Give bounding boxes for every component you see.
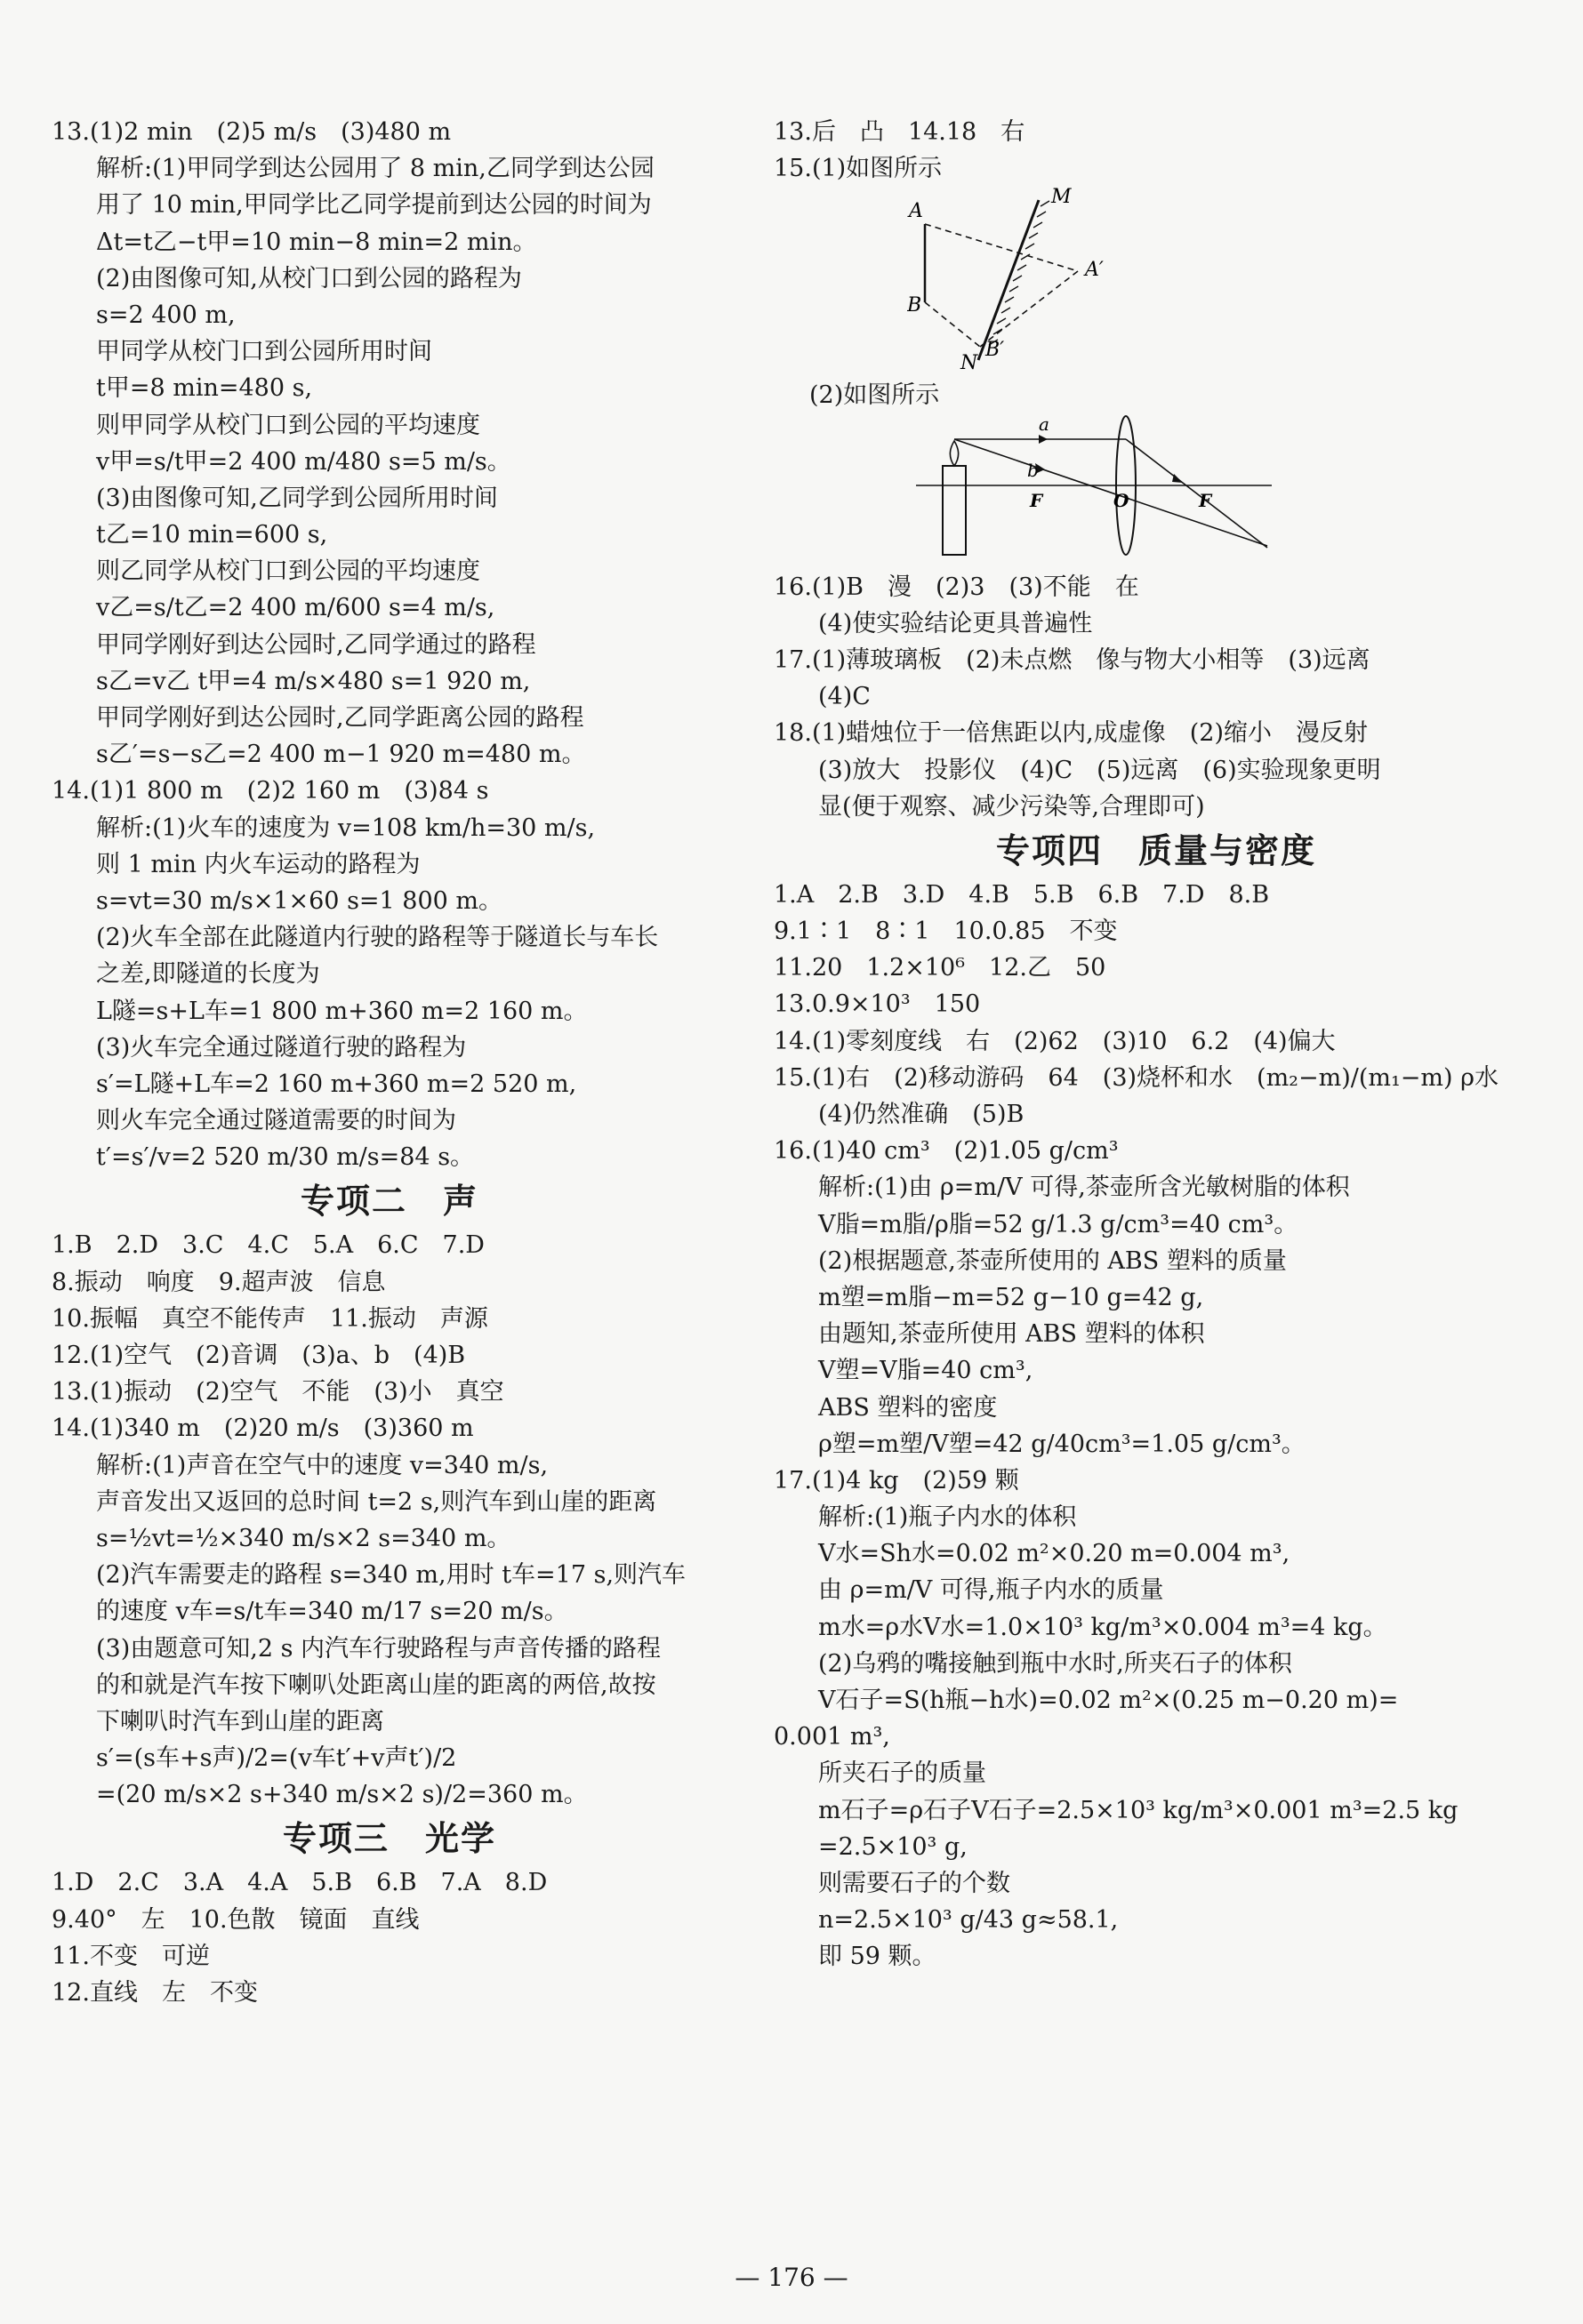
text-line: 解析:(1)由 ρ=m/V 可得,茶壶所含光敏树脂的体积	[818, 1174, 1350, 1202]
plane-mirror-diagram	[907, 187, 1539, 377]
text-line: 解析:(1)火车的速度为 v=108 km/h=30 m/s,	[96, 813, 596, 842]
text-line: 12.(1)空气 (2)音调 (3)a、b (4)B	[52, 1342, 466, 1369]
text-line: 9.40° 左 10.色散 镜面 直线	[52, 1905, 420, 1934]
text-line: 即 59 颗。	[818, 1943, 936, 1971]
text-line: V水=Sh水=0.02 m²×0.20 m=0.004 m³,	[818, 1540, 1290, 1568]
text-line: 甲同学刚好到达公园时,乙同学通过的路程	[96, 630, 536, 659]
mirror-line	[978, 200, 1039, 360]
text-line: 17.(1)4 kg (2)59 颗	[774, 1466, 1019, 1495]
text-line: 则火车完全通过隧道需要的时间为	[96, 1107, 456, 1135]
candle	[943, 466, 966, 555]
text-line: (3)由题意可知,2 s 内汽车行驶路程与声音传播的路程	[96, 1634, 662, 1663]
text-line: 则需要石子的个数	[818, 1869, 1010, 1897]
text-line: (2)乌鸦的嘴接触到瓶中水时,所夹石子的体积	[818, 1649, 1292, 1678]
A-to-Aprime-dashed	[925, 224, 1078, 271]
text-line: 显(便于观察、减少污染等,合理即可)	[818, 792, 1205, 821]
text-line: (2)汽车需要走的路程 s=340 m,用时 t车=17 s,则汽车	[96, 1561, 687, 1590]
left-answers-mechanics	[52, 114, 727, 1175]
text-line: Δt=t乙−t甲=10 min−8 min=2 min。	[96, 228, 537, 256]
text-line: 之差,即隧道的长度为	[96, 960, 320, 989]
label-B-prime: B′	[985, 339, 1005, 362]
text-line: 12.直线 左 不变	[52, 1979, 258, 2007]
text-line: V塑=V脂=40 cm³,	[818, 1357, 1033, 1385]
text-line: s=vt=30 m/s×1×60 s=1 800 m。	[96, 886, 503, 915]
text-line: 解析:(1)瓶子内水的体积	[818, 1503, 1077, 1532]
text-line: 17.(1)薄玻璃板 (2)未点燃 像与物大小相等 (3)远离	[774, 645, 1370, 674]
label-A-prime: A′	[1085, 259, 1104, 282]
text-line: 16.(1)B 漫 (2)3 (3)不能 在	[774, 573, 1139, 601]
text-line: (3)放大 投影仪 (4)C (5)远离 (6)实验现象更明	[818, 756, 1381, 784]
plane-mirror-figure	[907, 187, 1138, 373]
text-line: (3)火车完全通过隧道行驶的路程为	[96, 1033, 467, 1062]
label-B: B	[907, 294, 922, 317]
label-M: M	[1051, 187, 1072, 209]
text-line: 13.(1)2 min (2)5 m/s (3)480 m	[52, 118, 452, 146]
label-optical-center: O	[1113, 489, 1129, 511]
text-line: v甲=s/t甲=2 400 m/480 s=5 m/s。	[96, 447, 511, 476]
text-line: s=2 400 m,	[96, 301, 236, 329]
text-line: 14.(1)零刻度线 右 (2)62 (3)10 6.2 (4)偏大	[774, 1027, 1336, 1055]
text-line: 1.D 2.C 3.A 4.A 5.B 6.B 7.A 8.D	[52, 1869, 548, 1897]
text-line: m水=ρ水V水=1.0×10³ kg/m³×0.004 m³=4 kg。	[818, 1613, 1387, 1641]
text-line: 10.振幅 真空不能传声 11.振动 声源	[52, 1304, 488, 1333]
text-line: 的速度 v车=s/t车=340 m/17 s=20 m/s。	[96, 1598, 568, 1626]
arrow-a-refracted	[1172, 474, 1183, 483]
text-line: L隧=s+L车=1 800 m+360 m=2 160 m。	[96, 997, 588, 1025]
text-line: 16.(1)40 cm³ (2)1.05 g/cm³	[774, 1137, 1119, 1166]
text-line: 13.0.9×10³ 150	[774, 990, 981, 1019]
text-line: 8.振动 响度 9.超声波 信息	[52, 1268, 386, 1296]
text-line: 14.(1)1 800 m (2)2 160 m (3)84 s	[52, 777, 489, 805]
text-line: 甲同学刚好到达公园时,乙同学距离公园的路程	[96, 704, 584, 732]
text-line: 解析:(1)甲同学到达公园用了 8 min,乙同学到达公园	[96, 155, 655, 183]
text-line: 9.1∶1 8∶1 10.0.85 不变	[774, 918, 1118, 946]
text-line: 声音发出又返回的总时间 t=2 s,则汽车到山崖的距离	[96, 1487, 657, 1516]
text-line: 解析:(1)声音在空气中的速度 v=340 m/s,	[96, 1451, 549, 1479]
text-line: 由 ρ=m/V 可得,瓶子内水的质量	[818, 1576, 1164, 1605]
text-line: 13.(1)振动 (2)空气 不能 (3)小 真空	[52, 1378, 504, 1406]
right-answers-optics-2	[774, 569, 1539, 825]
text-line: (4)C	[818, 683, 871, 711]
text-line: n=2.5×10³ g/43 g≈58.1,	[818, 1906, 1119, 1935]
section-heading-optics: 专项三 光学	[282, 1819, 496, 1859]
text-line: s′=L隧+L车=2 160 m+360 m=2 520 m,	[96, 1070, 577, 1098]
section-heading-sound: 专项二 声	[300, 1182, 478, 1222]
section-heading-mass-density: 专项四 质量与密度	[995, 830, 1316, 870]
text-line: s=½vt=½×340 m/s×2 s=340 m。	[96, 1524, 511, 1552]
text-line: 的和就是汽车按下喇叭处距离山崖的距离的两倍,故按	[96, 1671, 656, 1699]
text-line: 13.后 凸 14.18 右	[774, 118, 1025, 146]
right-answers-mass-density	[774, 877, 1539, 1975]
text-line: m石子=ρ石子V石子=2.5×10³ kg/m³×0.001 m³=2.5 kg	[818, 1796, 1458, 1824]
label-focus-left: F	[1030, 489, 1043, 511]
text-line: 1.A 2.B 3.D 4.B 5.B 6.B 7.D 8.B	[774, 880, 1270, 909]
text-line: 则乙同学从校门口到公园的平均速度	[96, 557, 480, 586]
text-line: V脂=m脂/ρ脂=52 g/1.3 g/cm³=40 cm³。	[818, 1210, 1298, 1238]
text-line: (2)根据题意,茶壶所使用的 ABS 塑料的质量	[818, 1246, 1287, 1275]
convex-lens-figure	[916, 414, 1290, 565]
text-line: (2)如图所示	[809, 381, 940, 410]
text-line: s′=(s车+s声)/2=(v车t′+v声t′)/2	[96, 1744, 457, 1773]
text-line: (4)仍然准确 (5)B	[818, 1101, 1025, 1128]
text-line: 1.B 2.D 3.C 4.C 5.A 6.C 7.D	[52, 1231, 485, 1260]
text-line: =(20 m/s×2 s+340 m/s×2 s)/2=360 m。	[96, 1781, 588, 1809]
text-line: 下喇叭时汽车到山崖的距离	[96, 1707, 384, 1735]
text-line: s乙=v乙 t甲=4 m/s×480 s=1 920 m,	[96, 667, 531, 695]
text-line: 用了 10 min,甲同学比乙同学提前到达公园的时间为	[96, 191, 652, 220]
text-line: (3)由图像可知,乙同学到公园所用时间	[96, 484, 498, 512]
text-line: 所夹石子的质量	[818, 1759, 986, 1788]
left-column	[52, 114, 727, 2011]
text-line: (2)火车全部在此隧道内行驶的路程等于隧道长与车长	[96, 924, 659, 952]
text-line: t甲=8 min=480 s,	[96, 374, 313, 403]
text-line: (2)由图像可知,从校门口到公园的路程为	[96, 264, 522, 293]
text-line: 11.20 1.2×10⁶ 12.乙 50	[774, 954, 1106, 982]
text-line: ρ塑=m塑/V塑=42 g/40cm³=1.05 g/cm³。	[818, 1430, 1306, 1458]
image-ApBp-dashed	[980, 271, 1078, 347]
text-line: t′=s′/v=2 520 m/30 m/s=84 s。	[96, 1143, 475, 1172]
text-line: 则 1 min 内火车运动的路程为	[96, 850, 421, 878]
left-answers-optics	[52, 1864, 727, 2011]
text-line: 甲同学从校门口到公园所用时间	[96, 338, 432, 366]
text-line: m塑=m脂−m=52 g−10 g=42 g,	[818, 1283, 1204, 1311]
text-line: 15.(1)右 (2)移动游码 64 (3)烧杯和水 (m₂−m)/(m₁−m) ρ水	[774, 1063, 1499, 1092]
text-line: s乙′=s−s乙=2 400 m−1 920 m=480 m。	[96, 741, 586, 769]
B-to-Bprime-dashed	[925, 302, 980, 347]
label-A: A	[909, 200, 923, 223]
right-column	[774, 114, 1539, 1975]
arrow-a	[1039, 435, 1048, 444]
label-ray-a: a	[1039, 413, 1049, 435]
left-answers-sound	[52, 1227, 727, 1813]
ray-b	[954, 439, 1267, 546]
text-line: 由题知,茶壶所使用 ABS 塑料的体积	[818, 1320, 1205, 1349]
right-answers-optics	[774, 114, 1539, 187]
text-line: 0.001 m³,	[774, 1723, 890, 1751]
mirror-hatching	[989, 201, 1049, 345]
ray-a-refracted	[1126, 439, 1267, 548]
text-line: ABS 塑料的密度	[818, 1393, 998, 1422]
text-line: (4)使实验结论更具普遍性	[818, 609, 1093, 637]
text-line: =2.5×10³ g,	[818, 1832, 968, 1861]
text-line: t乙=10 min=600 s,	[96, 521, 328, 549]
text-line: 则甲同学从校门口到公园的平均速度	[96, 411, 480, 439]
candle-flame	[950, 441, 958, 466]
label-focus-right: F	[1199, 489, 1212, 511]
text-line: 11.不变 可逆	[52, 1942, 210, 1970]
text-line: 15.(1)如图所示	[774, 155, 943, 183]
text-line: v乙=s/t乙=2 400 m/600 s=4 m/s,	[96, 594, 495, 622]
label-ray-b: b	[1027, 459, 1039, 481]
text-line: V石子=S(h瓶−h水)=0.02 m²×(0.25 m−0.20 m)=	[818, 1687, 1399, 1714]
page-number: — 176 —	[735, 2263, 848, 2292]
text-line: 18.(1)蜡烛位于一倍焦距以内,成虚像 (2)缩小 漫反射	[774, 719, 1369, 748]
convex-lens-diagram	[916, 414, 1539, 569]
label-N: N	[960, 352, 978, 374]
text-line: 14.(1)340 m (2)20 m/s (3)360 m	[52, 1414, 474, 1443]
